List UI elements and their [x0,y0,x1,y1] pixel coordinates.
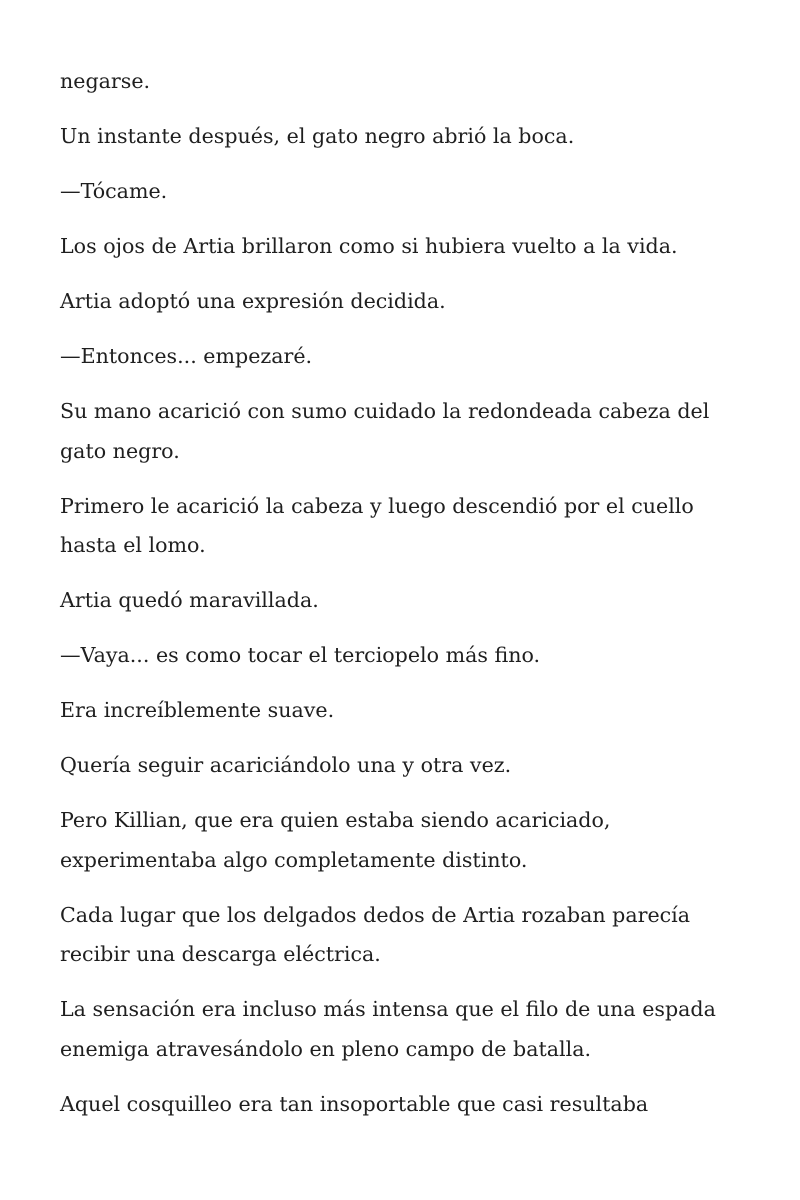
paragraph: Su mano acarició con sumo cuidado la redondeada cabeza del gato negro. [60,399,710,463]
paragraph: —Tócame. [60,179,168,203]
paragraph: negarse. [60,69,151,93]
paragraph: Primero le acarició la cabeza y luego descendió por el cuello hasta el lomo. [60,493,694,557]
paragraph: Los ojos de Artia brillaron como si hubiera vuelto a la vida. [60,234,678,258]
paragraph: Quería seguir acariciándolo una y otra vez. [60,753,512,777]
paragraph: Un instante después, el gato negro abrió la boca. [60,124,575,148]
paragraph: Cada lugar que los delgados dedos de Artia rozaban parecía recibir una descarga eléctrica. [60,902,691,966]
document-page [60,62,750,1140]
paragraph: Era increíblemente suave. [60,698,335,722]
paragraph: Artia quedó maravillada. [60,588,319,612]
paragraph: La sensación era incluso más intensa que el filo de una espada enemiga atravesándolo en pleno campo de batalla. [60,997,716,1061]
paragraph: —Vaya... es como tocar el terciopelo más fino. [60,643,541,667]
paragraph: Artia adoptó una expresión decidida. [60,289,446,313]
paragraph: Aquel cosquilleo era tan insoportable que casi resultaba [60,1091,649,1116]
paragraph: Pero Killian, que era quien estaba siendo acariciado, experimentaba algo completamente distinto. [60,808,611,872]
paragraph: —Entonces... empezaré. [60,344,313,368]
